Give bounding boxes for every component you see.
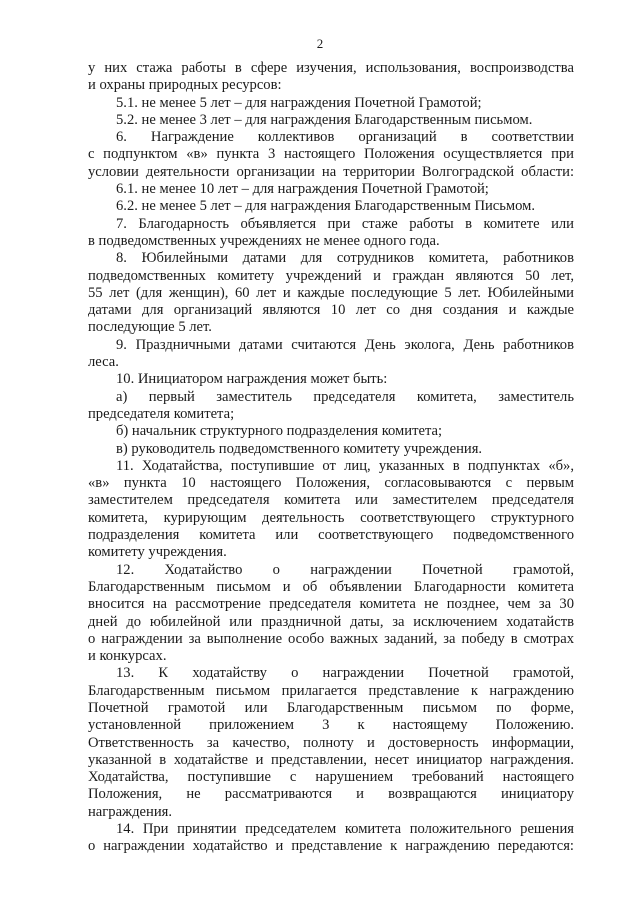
text-line: 8. Юбилейными датами для сотрудников комитета, работников <box>116 250 574 267</box>
text-line: Ходатайства, поступившие с нарушением требований настоящего <box>88 769 574 786</box>
text-line: 6.1. не менее 10 лет – для награждения Почетной Грамотой; <box>116 181 489 198</box>
text-line: в) руководитель подведомственного комитету учреждения. <box>116 440 483 457</box>
document-body <box>88 60 574 856</box>
text-line: Положения, не рассматриваются и возвращаются инициатору <box>88 786 574 803</box>
text-line: Ответственность за качество, полноту и достоверность информации, <box>88 734 574 751</box>
text-line: Почетной грамотой или Благодарственным письмом по форме, <box>88 699 574 716</box>
text-line: датами для организаций являются 10 лет со дня создания и каждые <box>88 302 574 319</box>
text-line: условии деятельности организации на территории Волгоградской области: <box>88 163 574 180</box>
text-line: с подпунктом «в» пункта 3 настоящего Положения осуществляется при <box>88 146 574 163</box>
text-line: председателя комитета; <box>88 405 235 422</box>
text-line: леса. <box>88 354 119 371</box>
text-line: 12. Ходатайство о награждении Почетной грамотой, <box>116 561 574 578</box>
text-line: 5.1. не менее 5 лет – для награждения Почетной Грамотой; <box>116 94 482 111</box>
text-line: Благодарственным письмом и об объявлении Благодарности комитета <box>88 578 574 595</box>
text-line: и охраны природных ресурсов: <box>88 77 282 94</box>
text-line: 10. Инициатором награждения может быть: <box>116 371 388 388</box>
text-line: подразделения комитета или соответствующего подведомственного <box>88 527 574 544</box>
text-line: Благодарственным письмом прилагается представление к награждению <box>88 682 574 699</box>
text-line: «в» пункта 10 настоящего Положения, согласовываются с первым <box>88 475 574 492</box>
text-line: и конкурсах. <box>88 648 167 665</box>
text-line: 11. Ходатайства, поступившие от лиц, указанных в подпунктах «б», <box>116 457 574 474</box>
text-line: а) первый заместитель председателя комитета, заместитель <box>116 388 574 405</box>
text-line: вносится на рассмотрение председателя комитета не позднее, чем за 30 <box>88 596 574 613</box>
text-line: о награждении за выполнение особо важных заданий, за победу в смотрах <box>88 630 574 647</box>
text-line: установленной приложением 3 к настоящему Положению. <box>88 717 574 734</box>
text-line: награждения. <box>88 803 173 820</box>
text-line: подведомственных комитету учреждений и граждан являются 50 лет, <box>88 267 574 284</box>
text-line: о награждении ходатайство и представление к награждению передаются: <box>88 838 574 855</box>
text-line: 13. К ходатайству о награждении Почетной грамотой, <box>116 665 574 682</box>
page-number: 2 <box>316 36 324 51</box>
text-line: 14. При принятии председателем комитета положительного решения <box>116 821 574 838</box>
text-line: дней до юбилейной или праздничной даты, за исключением ходатайств <box>88 613 574 630</box>
text-line: 5.2. не менее 3 лет – для награждения Благодарственным письмом. <box>116 111 533 128</box>
text-line: 6. Награждение коллективов организаций в соответствии <box>116 129 574 146</box>
text-line: у них стажа работы в сфере изучения, использования, воспроизводства <box>88 60 574 76</box>
text-line: указанной в ходатайстве и представлении, несет инициатор награждения. <box>88 751 574 768</box>
text-line: 7. Благодарность объявляется при стаже работы в комитете или <box>116 215 574 232</box>
text-line: 6.2. не менее 5 лет – для награждения Благодарственным Письмом. <box>116 198 536 215</box>
text-line: комитету учреждения. <box>88 544 227 561</box>
text-line: последующие 5 лет. <box>88 319 212 336</box>
text-line: комитета, курирующим деятельность соответствующего структурного <box>88 509 574 526</box>
text-line: 55 лет (для женщин), 60 лет и каждые последующие 5 лет. Юбилейными <box>88 284 574 301</box>
text-line: б) начальник структурного подразделения комитета; <box>116 423 443 440</box>
text-line: в подведомственных учреждениях не менее одного года. <box>88 232 440 249</box>
text-line: заместителем председателя комитета или заместителем председателя <box>88 492 574 509</box>
text-line: 9. Праздничными датами считаются День эколога, День работников <box>116 336 574 353</box>
